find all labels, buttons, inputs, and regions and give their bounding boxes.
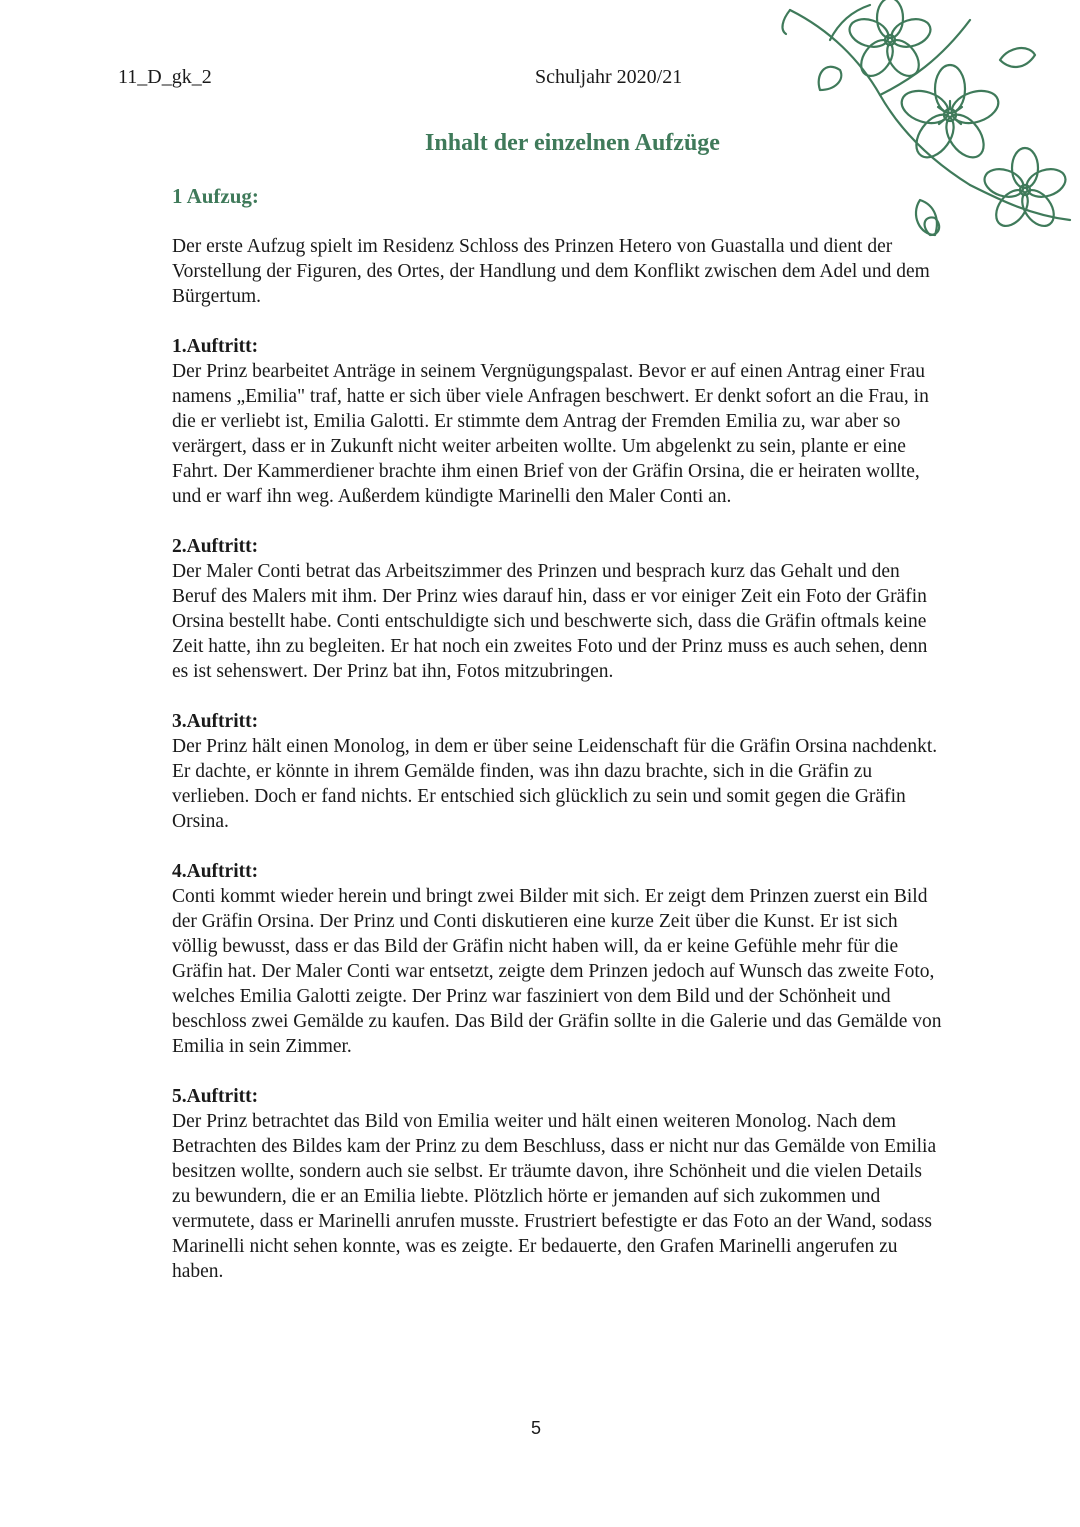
header-course-code: 11_D_gk_2 (118, 66, 212, 88)
auftritt-heading: 2.Auftritt: (172, 536, 259, 557)
auftritt-5 (172, 1084, 942, 1284)
auftritt-heading: 3.Auftritt: (172, 711, 259, 732)
header-school-year: Schuljahr 2020/21 (535, 66, 683, 88)
section-heading: 1 Aufzug: (172, 184, 259, 208)
page-number: 5 (530, 1418, 541, 1438)
auftritt-heading: 5.Auftritt: (172, 1086, 259, 1107)
auftritt-text: Der Prinz betrachtet das Bild von Emilia weiter und hält einen weiteren Monolog. Nach dem Betrachten des Bildes kam der Prinz zu dem Beschluss, dass er nicht nur das Gemälde von Emilia besitzen wollte, sondern auch sie selbst. Er träumte davon, ihre Schönheit und die vielen Details zu bewundern, die er an Emilia liebte. Plötzlich hörte er jemanden auf sich zukommen und vermutete, dass er Marinelli anrufen musste. Frustriert befestigte er das Foto an der Wand, sodass Marinelli nicht sehen konnte, was es zeigte. Er bedauerte, den Grafen Marinelli angerufen zu haben. (172, 1111, 937, 1282)
auftritt-heading: 4.Auftritt: (172, 861, 259, 882)
auftritt-1 (172, 334, 942, 509)
auftritt-3 (172, 709, 942, 834)
auftritt-2 (172, 534, 942, 684)
intro-paragraph: Der erste Aufzug spielt im Residenz Schloss des Prinzen Hetero von Guastalla und dient der Vorstellung der Figuren, des Ortes, der Handlung und dem Konflikt zwischen dem Adel und dem Bürgertum. (172, 236, 930, 307)
page-title: Inhalt der einzelnen Aufzüge (425, 130, 720, 156)
flower-decoration-icon (770, 0, 1080, 250)
auftritt-4 (172, 859, 942, 1059)
auftritt-heading: 1.Auftritt: (172, 336, 259, 357)
auftritt-text: Der Prinz bearbeitet Anträge in seinem Vergnügungspalast. Bevor er auf einen Antrag einer Frau namens „Emilia" traf, hatte er sich über viele Anfragen beschwert. Er denkt sofort an die Frau, in die er verliebt ist, Emilia Galotti. Er stimmte dem Antrag der Fremden Emilia zu, war aber so verärgert, dass er in Zukunft nicht weiter arbeiten wollte. Um abgelenkt zu sein, plante er eine Fahrt. Der Kammerdiener brachte ihm einen Brief von der Gräfin Orsina, die er heiraten wollte, und er warf ihn weg. Außerdem kündigte Marinelli den Maler Conti an. (172, 361, 929, 507)
document-body (172, 234, 942, 1309)
auftritt-text: Der Prinz hält einen Monolog, in dem er über seine Leidenschaft für die Gräfin Orsina nachdenkt. Er dachte, er könnte in ihrem Gemälde finden, was ihn dazu brachte, sich in die Gräfin zu verlieben. Doch er fand nichts. Er entschied sich glücklich zu sein und somit gegen die Gräfin Orsina. (172, 736, 938, 832)
auftritt-text: Conti kommt wieder herein und bringt zwei Bilder mit sich. Er zeigt dem Prinzen zuerst ein Bild der Gräfin Orsina. Der Prinz und Conti diskutieren eine kurze Zeit über die Kunst. Er ist sich völlig bewusst, dass er das Bild der Gräfin nicht haben will, da er keine Gefühle mehr für die Gräfin hat. Der Maler Conti war entsetzt, zeigte dem Prinzen jedoch auf Wunsch das zweite Foto, welches Emilia Galotti zeigte. Der Prinz war fasziniert von dem Bild und der Schönheit und beschloss zwei Gemälde zu kaufen. Das Bild der Gräfin sollte in die Galerie und das Gemälde von Emilia in sein Zimmer. (172, 886, 942, 1057)
auftritt-text: Der Maler Conti betrat das Arbeitszimmer des Prinzen und besprach kurz das Gehalt und den Beruf des Malers mit ihm. Der Prinz wies darauf hin, dass er vor einiger Zeit ein Foto der Gräfin Orsina bestellt habe. Conti entschuldigte sich und beschwerte sich, dass die Gräfin oftmals keine Zeit hatte, ihn zu begleiten. Er hat noch ein zweites Foto und der Prinz muss es auch sehen, denn es ist sehenswert. Der Prinz bat ihn, Fotos mitzubringen. (172, 561, 928, 682)
